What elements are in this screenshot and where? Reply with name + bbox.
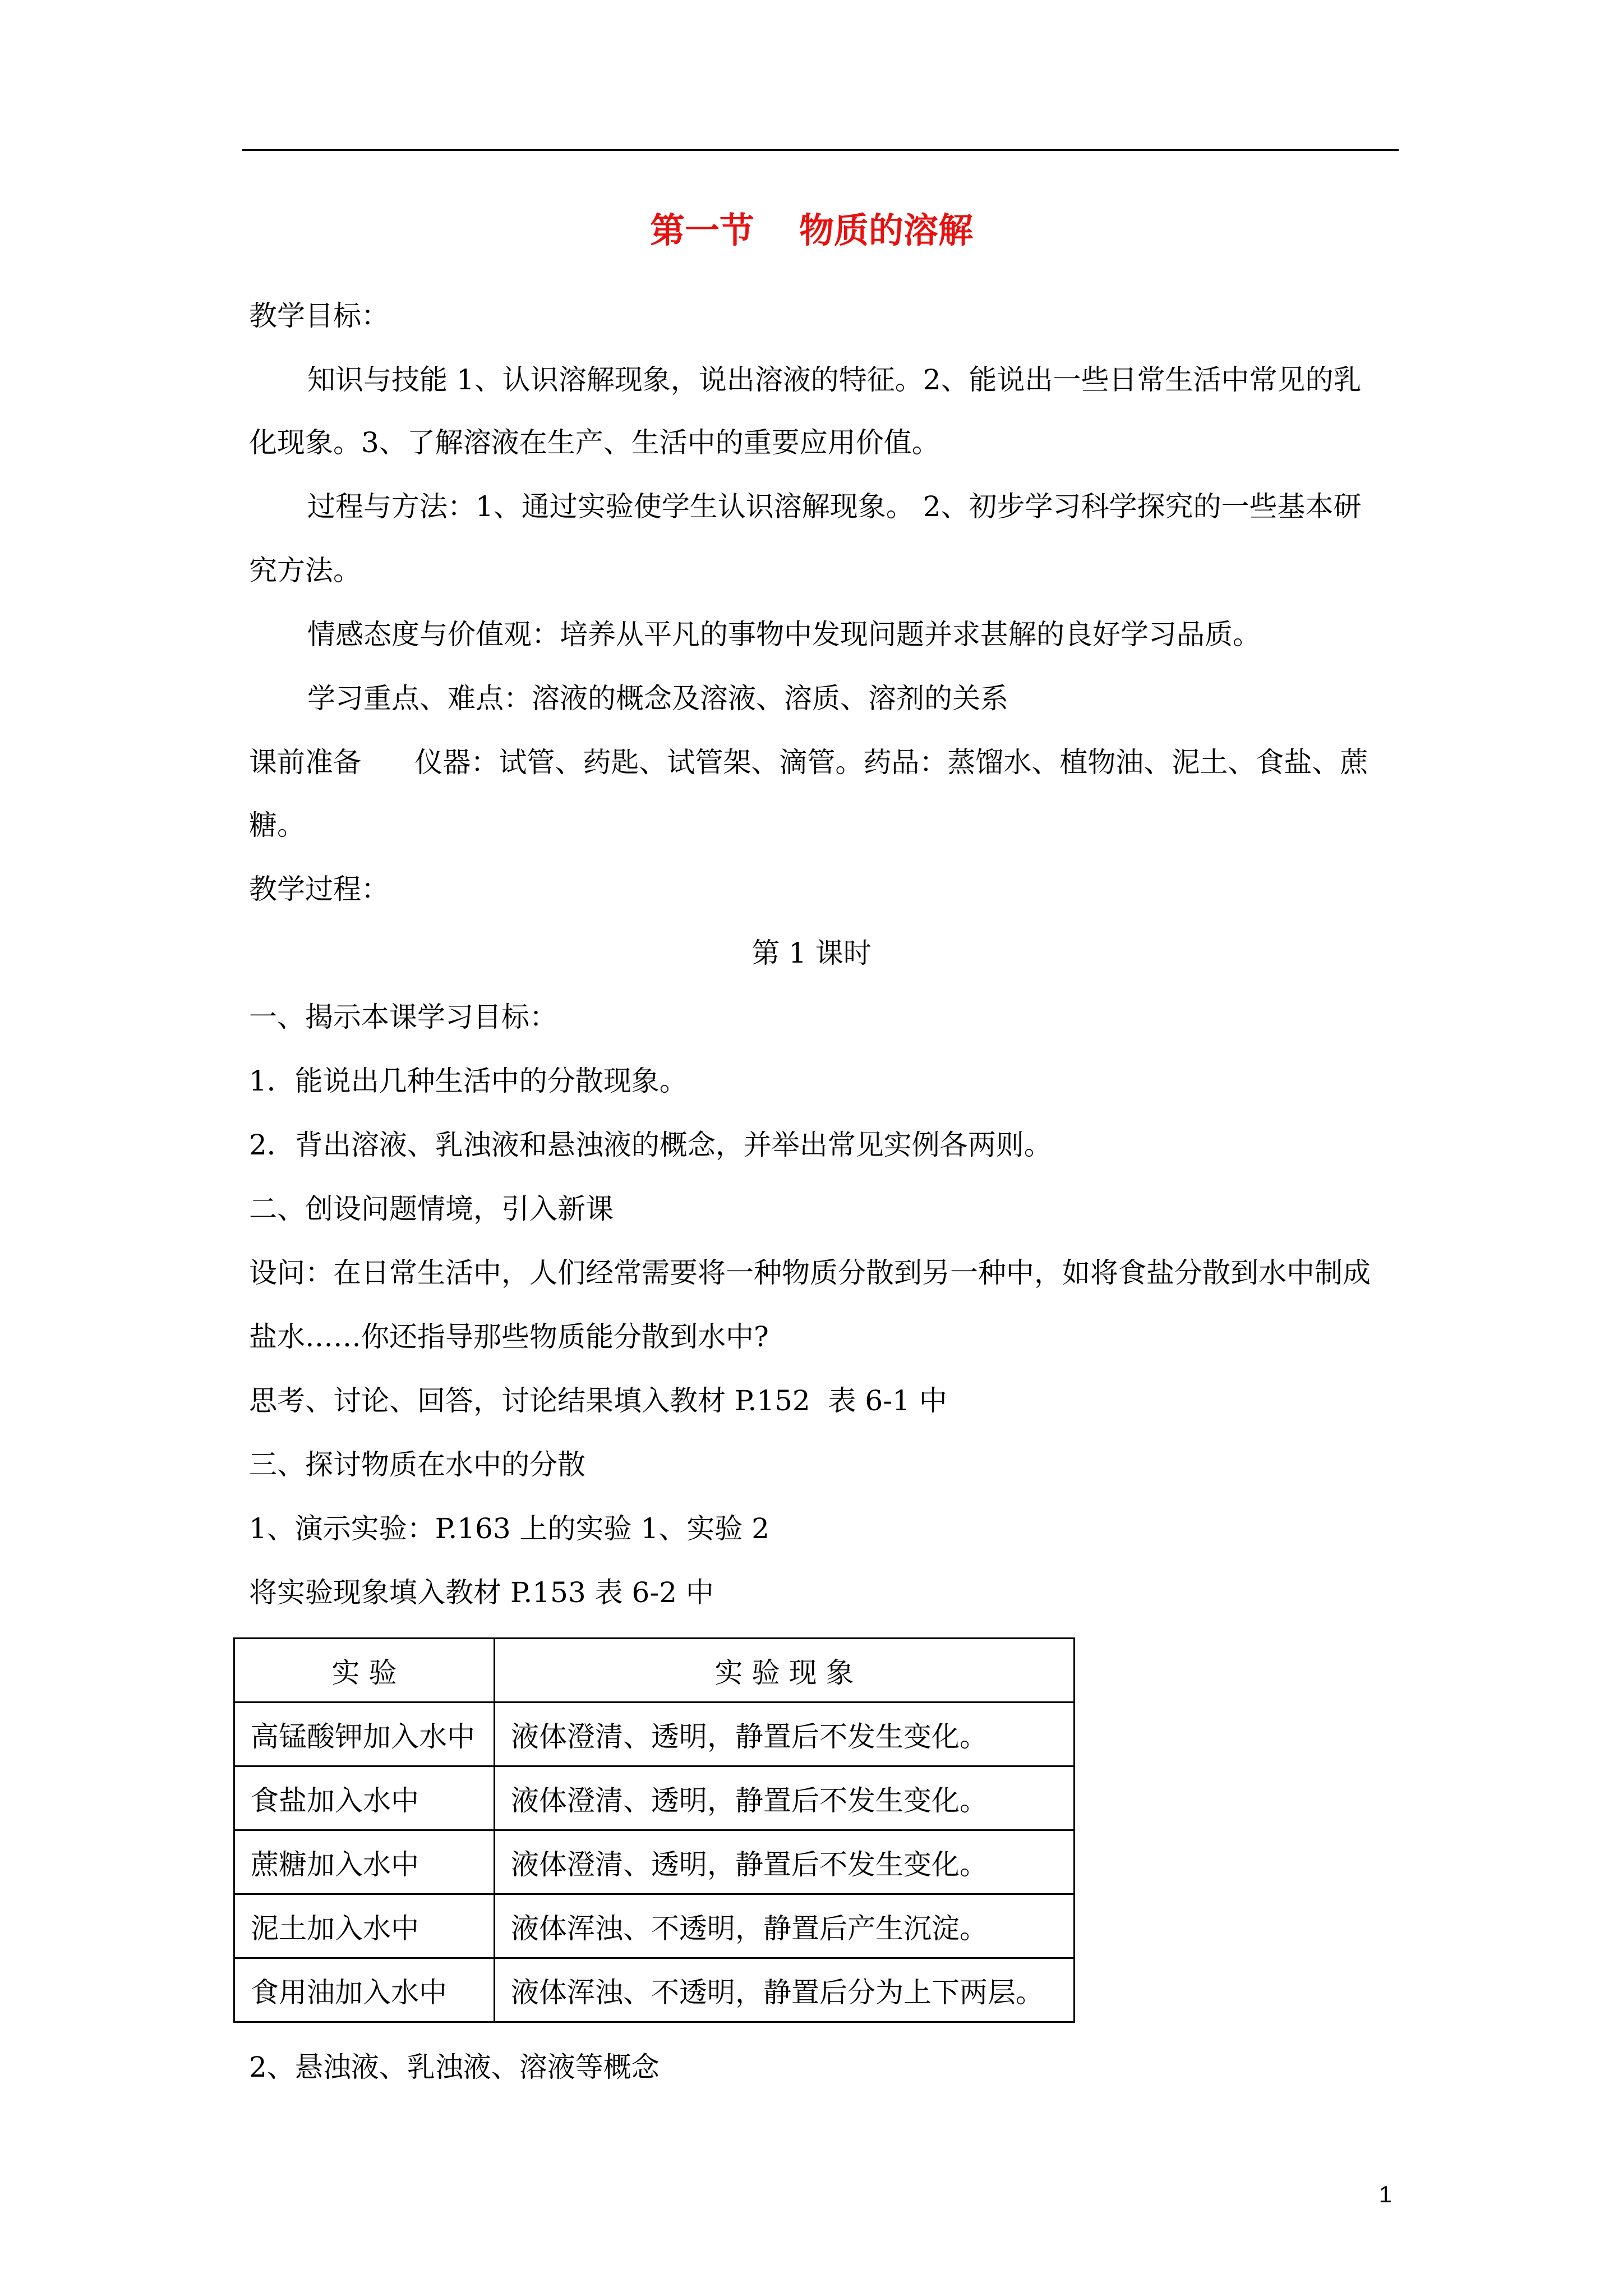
table-row [234,1958,1075,2022]
prep-line-1: 课前准备 仪器：试管、药匙、试管架、滴管。药品：蒸馏水、植物油、泥土、食盐、蔗 [249,746,1368,779]
demo-line: 1、演示实验：P.163 上的实验 1、实验 2 [249,1512,769,1545]
header-rule [242,149,1399,151]
discuss-line: 思考、讨论、回答，讨论结果填入教材 P.152 表 6-1 中 [249,1384,947,1417]
process-line-1: 过程与方法：1、通过实验使学生认识溶解现象。 2、初步学习科学探究的一些基本研 [307,490,1362,523]
page-title [0,210,1623,251]
question-line-1: 设问：在日常生活中，人们经常需要将一种物质分散到另一种中，如将食盐分散到水中制成 [249,1257,1371,1289]
process-line-2: 究方法。 [249,554,361,587]
key-points-line: 学习重点、难点：溶液的概念及溶液、溶质、溶剂的关系 [307,682,1008,715]
title-section: 第一节 [649,210,754,251]
table-cell-phenomenon: 液体澄清、透明，静置后不发生变化。 [495,1830,1075,1894]
table-row [234,1766,1075,1830]
section-2-heading: 二、创设问题情境，引入新课 [249,1193,614,1225]
table-header-cell: 实 验 [234,1639,495,1703]
table-cell-phenomenon: 液体浑浊、不透明，静置后分为上下两层。 [495,1958,1075,2022]
concepts-line: 2、悬浊液、乳浊液、溶液等概念 [249,2051,660,2083]
goal-1: 1．能说出几种生活中的分散现象。 [249,1065,688,1097]
table-header-row [234,1639,1075,1703]
page-number: 1 [1378,2181,1392,2207]
table-header-cell: 实 验 现 象 [495,1639,1075,1703]
table-cell-phenomenon: 液体浑浊、不透明，静置后产生沉淀。 [495,1894,1075,1958]
process-heading: 教学过程： [249,873,389,905]
prep-line-2: 糖。 [249,809,305,841]
table-row [234,1830,1075,1894]
title-topic: 物质的溶解 [799,210,974,251]
table-cell-experiment: 食盐加入水中 [234,1766,495,1830]
table-row [234,1703,1075,1766]
knowledge-line-1: 知识与技能 1、认识溶解现象，说出溶液的特征。2、能说出一些日常生活中常见的乳 [307,364,1362,396]
experiment-table [233,1637,1075,2023]
table-cell-experiment: 泥土加入水中 [234,1894,495,1958]
objectives-heading: 教学目标： [249,300,389,332]
table-row [234,1894,1075,1958]
section-1-heading: 一、揭示本课学习目标： [249,1001,557,1033]
table-cell-experiment: 食用油加入水中 [234,1958,495,2022]
section-3-heading: 三、探讨物质在水中的分散 [249,1448,585,1481]
table-cell-experiment: 高锰酸钾加入水中 [234,1703,495,1766]
emotion-line: 情感态度与价值观：培养从平凡的事物中发现问题并求甚解的良好学习品质。 [307,618,1261,651]
lesson-label: 第 1 课时 [751,937,872,969]
knowledge-line-2: 化现象。3、了解溶液在生产、生活中的重要应用价值。 [249,426,940,459]
table-cell-phenomenon: 液体澄清、透明，静置后不发生变化。 [495,1766,1075,1830]
table-cell-experiment: 蔗糖加入水中 [234,1830,495,1894]
question-line-2: 盐水……你还指导那些物质能分散到水中? [249,1320,769,1353]
table-cell-phenomenon: 液体澄清、透明，静置后不发生变化。 [495,1703,1075,1766]
goal-2: 2．背出溶液、乳浊液和悬浊液的概念，并举出常见实例各两则。 [249,1129,1052,1161]
fill-line: 将实验现象填入教材 P.153 表 6-2 中 [249,1576,714,1609]
